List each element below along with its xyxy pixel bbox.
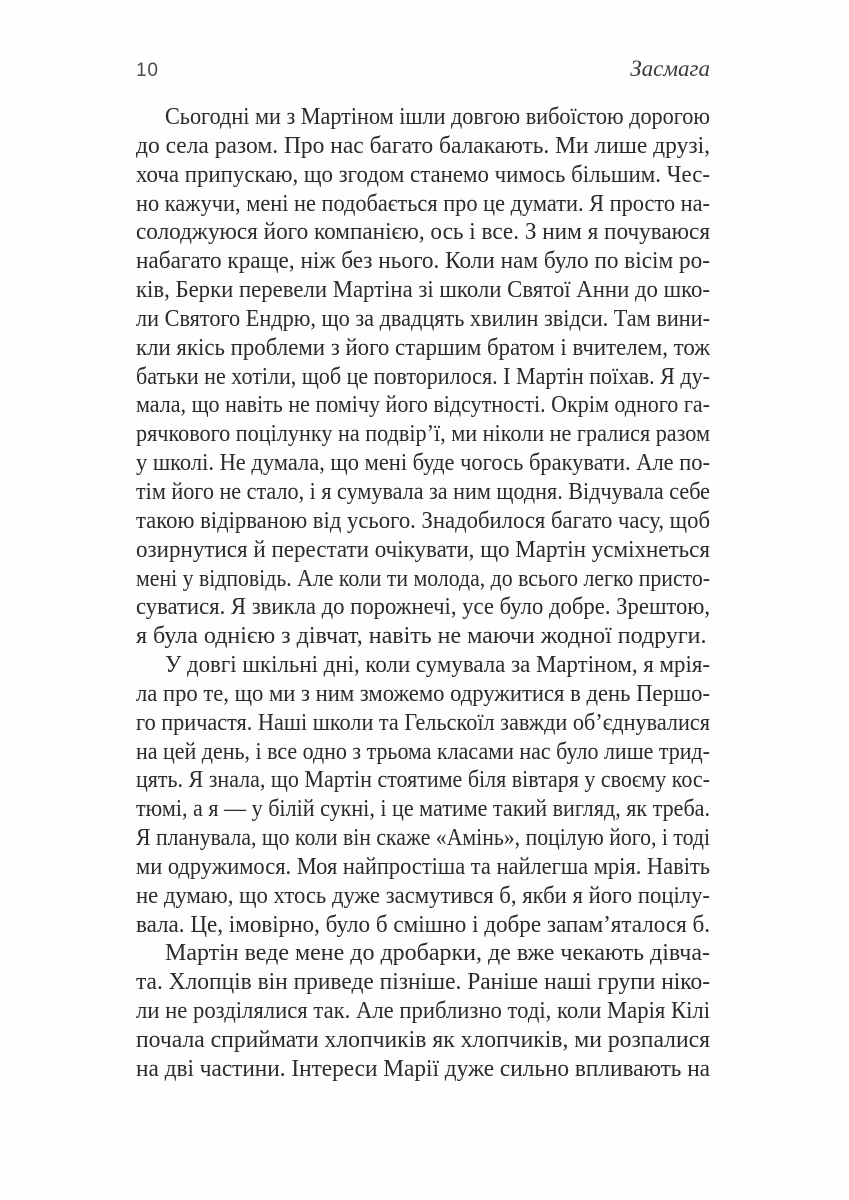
text-line-content: Сьогодні ми з Мартіном ішли довгою вибоїстою дорогою (165, 104, 710, 130)
text-line-content: я була однією з дівчат, навіть не маючи жодної подруги. (136, 623, 707, 650)
text-line (136, 766, 710, 795)
text-line (136, 911, 710, 940)
text-line-content: У довгі шкільні дні, коли сумувала за Мартіном, я мрія- (165, 652, 710, 679)
text-line (136, 363, 710, 392)
text-line-content: та. Хлопців він приведе пізніше. Раніше наші групи ніко- (136, 969, 710, 996)
text-line-content: рячкового поцілунку на подвір’ї, ми ніколи не гралися разом (136, 421, 710, 448)
text-line (136, 593, 710, 622)
text-line-content: почала сприймати хлопчиків як хлопчиків, ми розпалися (136, 1027, 710, 1053)
text-line-content: Я планувала, що коли він скаже «Амінь», поцілую його, і тоді (136, 825, 710, 852)
text-line (136, 132, 710, 161)
text-line (136, 622, 710, 651)
text-line-content: кли якісь проблеми з його старшим братом і вчителем, тож (136, 334, 710, 361)
text-line (136, 190, 710, 219)
text-line (136, 709, 710, 738)
text-line (136, 247, 710, 276)
text-line (136, 334, 710, 363)
text-line (136, 507, 710, 536)
text-line (136, 103, 710, 132)
text-line (136, 824, 710, 853)
page-number: 10 (136, 60, 159, 81)
text-line (136, 478, 710, 507)
text-line-content: цять. Я знала, що Мартін стоятиме біля вівтаря у своєму кос- (136, 767, 710, 794)
text-line (136, 939, 710, 968)
text-line (136, 680, 710, 709)
text-line-content: тюмі, а я — у білій сукні, і це матиме такий вигляд, як треба. (136, 796, 710, 823)
text-line (136, 651, 710, 680)
text-line-content: мала, що навіть не помічу його відсутності. Окрім одного га- (136, 392, 710, 419)
text-line-content: не думаю, що хтось дуже засмутився б, якби я його поцілу- (136, 882, 710, 909)
text-line-content: ли Святого Ендрю, що за двадцять хвилин звідси. Там вини- (136, 305, 710, 332)
text-line-content: го причастя. Наші школи та Гельскоїл завжди об’єднувалися (136, 709, 710, 736)
text-line (136, 738, 710, 767)
text-line (136, 1055, 710, 1084)
text-line (136, 276, 710, 305)
text-line (136, 449, 710, 478)
text-body (136, 103, 710, 1084)
text-line-content: такою відірваною від усього. Знадобилося багато часу, щоб (136, 507, 710, 534)
text-line-content: набагато краще, ніж без нього. Коли нам було по вісім ро- (136, 248, 710, 275)
text-line (136, 218, 710, 247)
text-line (136, 997, 710, 1026)
text-line (136, 420, 710, 449)
text-line-content: но кажучи, мені не подобається про це думати. Я просто на- (136, 190, 710, 217)
text-line-content: хоча припускаю, що згодом станемо чимось більшим. Чес- (136, 161, 710, 188)
text-line-content: ми одружимося. Моя найпростіша та найлегша мрія. Навіть (136, 853, 710, 880)
text-line-content: озирнутися й перестати очікувати, що Мартін усміхнеться (136, 536, 710, 563)
text-line (136, 391, 710, 420)
text-line (136, 565, 710, 594)
text-line-content: до села разом. Про нас багато балакають. Ми лише друзі, (136, 132, 710, 159)
text-line-content: на дві частини. Інтереси Марії дуже сильно впливають на (136, 1055, 710, 1082)
text-line (136, 536, 710, 565)
text-line (136, 882, 710, 911)
text-line-content: на цей день, і все одно з трьома класами нас було лише трид- (136, 738, 710, 765)
text-line-content: солоджуюся його компанією, ось і все. З ним я почуваюся (136, 219, 710, 246)
text-line-content: ли не розділялися так. Але приблизно тоді, коли Марія Кілі (136, 998, 710, 1025)
text-line-content: Мартін веде мене до дробарки, де вже чекають дівча- (165, 940, 710, 967)
text-line (136, 161, 710, 190)
text-line-content: вала. Це, імовірно, було б смішно і добре запам’яталося б. (136, 911, 710, 938)
text-line-content: мені у відповідь. Але коли ти молода, до всього легко присто- (136, 565, 710, 592)
text-line-content: ків, Берки перевели Мартіна зі школи Святої Анни до шко- (136, 277, 710, 304)
text-line (136, 1026, 710, 1055)
text-line (136, 853, 710, 882)
text-line-content: тім його не стало, і я сумувала за ним щодня. Відчувала себе (136, 478, 710, 505)
text-line-content: у школі. Не думала, що мені буде чогось бракувати. Але по- (136, 450, 710, 477)
text-line (136, 795, 710, 824)
text-line-content: ла про те, що ми з ним зможемо одружитися в день Першо- (136, 680, 710, 707)
text-line (136, 305, 710, 334)
running-title: Засмага (630, 56, 710, 81)
text-line-content: батьки не хотіли, щоб це повторилося. І Мартін поїхав. Я ду- (136, 363, 710, 390)
page-header (136, 56, 710, 84)
text-line (136, 968, 710, 997)
text-line-content: суватися. Я звикла до порожнечі, усе було добре. Зрештою, (136, 594, 710, 621)
